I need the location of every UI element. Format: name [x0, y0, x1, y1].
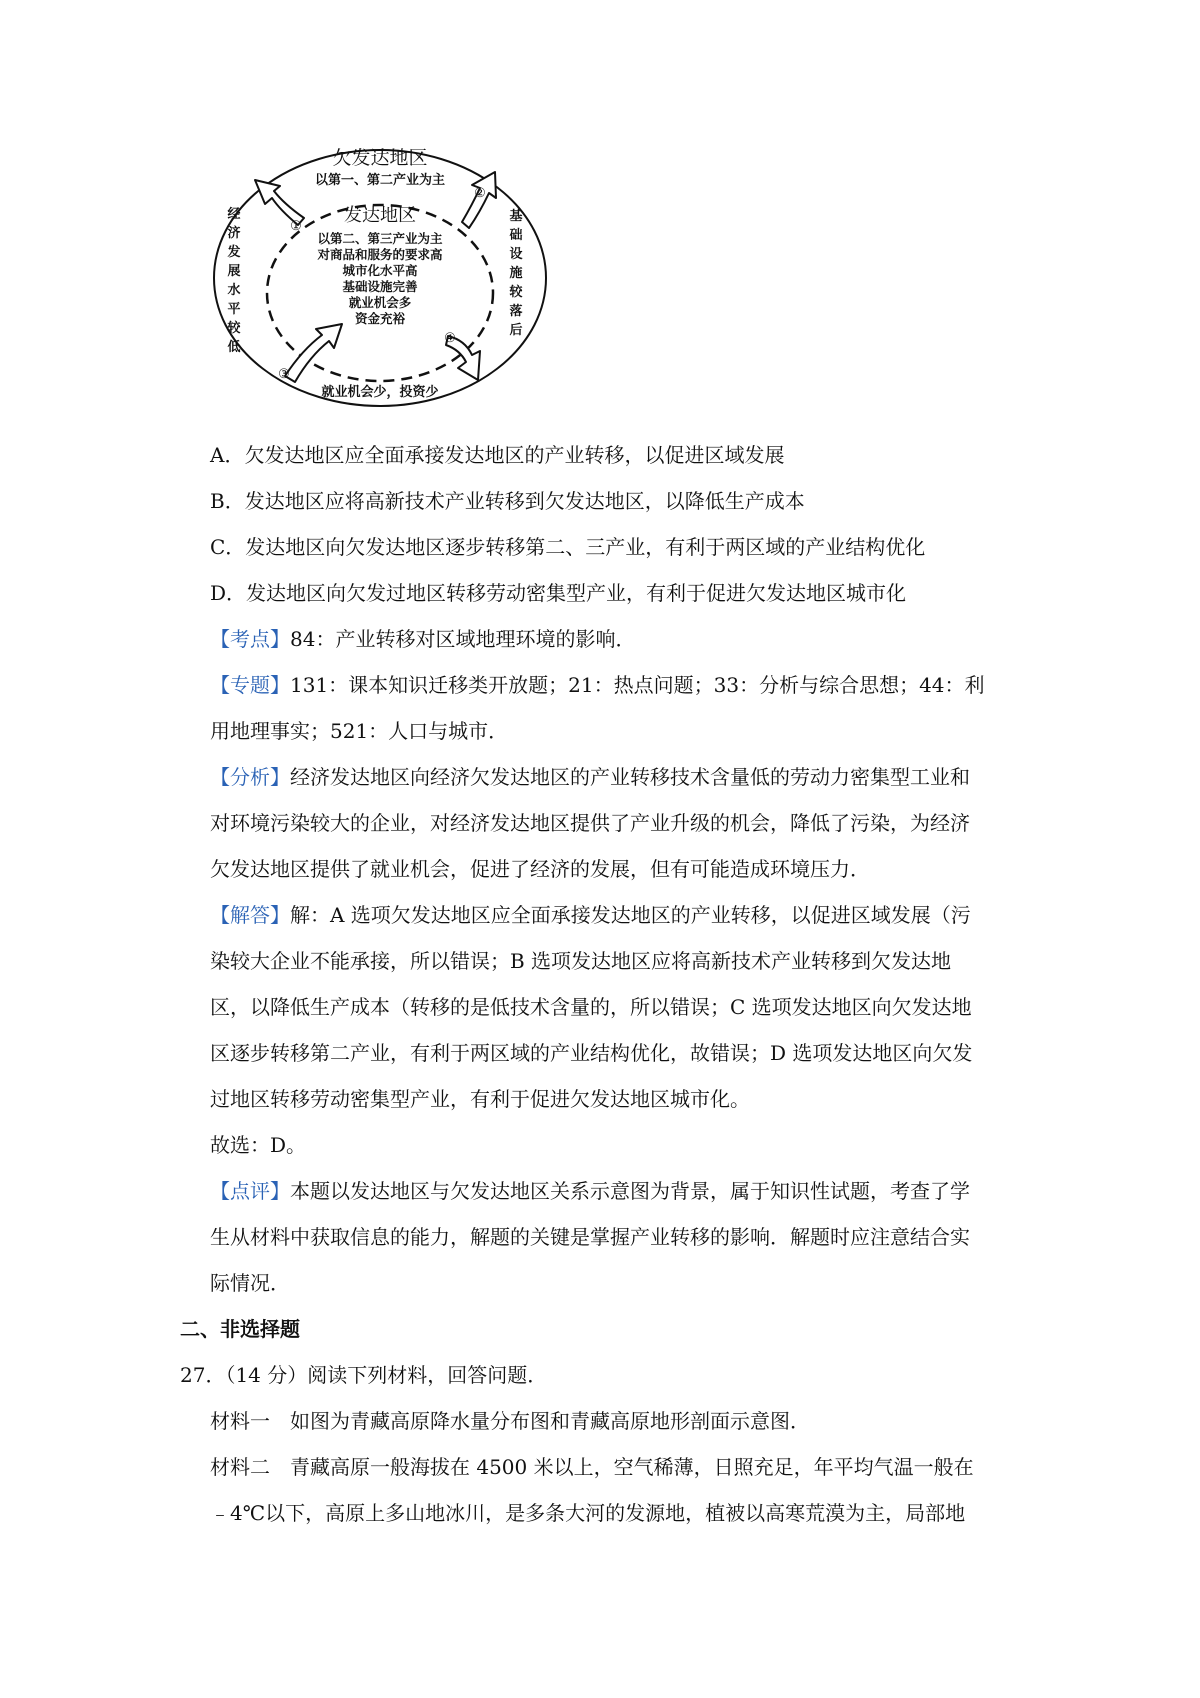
- jieda-line-2: 染较大企业不能承接，所以错误；B 选项发达地区应将高新技术产业转移到欠发达地: [210, 949, 952, 973]
- jieda-line-3: 区，以降低生产成本（转移的是低技术含量的，所以错误；C 选项发达地区向欠发达地: [210, 995, 972, 1019]
- dianping-text: 本题以发达地区与欠发达地区关系示意图为背景，属于知识性试题，考查了学: [290, 1179, 970, 1203]
- fenxi-line-2: 对环境污染较大的企业，对经济发达地区提供了产业升级的机会，降低了污染，为经济: [210, 811, 970, 835]
- option-c: C．发达地区向欠发达地区逐步转移第二、三产业，有利于两区域的产业结构优化: [210, 535, 926, 559]
- right-char: 基: [509, 209, 523, 224]
- right-char: 础: [509, 228, 523, 243]
- jieda-line-4: 区逐步转移第二产业，有利于两区域的产业结构优化，故错误；D 选项发达地区向欠发: [210, 1041, 973, 1065]
- jieda-line-5: 过地区转移劳动密集型产业，有利于促进欠发达地区城市化。: [210, 1087, 750, 1111]
- fenxi-line-3: 欠发达地区提供了就业机会，促进了经济的发展，但有可能造成环境压力．: [210, 857, 870, 881]
- question-content: [180, 432, 1040, 1536]
- kaodian-text: 84：产业转移对区域地理环境的影响．: [290, 627, 636, 651]
- right-char: 施: [509, 266, 523, 281]
- left-char: 平: [227, 302, 241, 317]
- left-vertical-text: [226, 206, 241, 355]
- left-char: 水: [227, 283, 241, 298]
- right-char: 设: [509, 247, 523, 262]
- zhuanti-tag: 【专题】: [210, 673, 290, 697]
- inner-line: 资金充裕: [354, 311, 406, 326]
- answer-line: 故选：D。: [210, 1133, 307, 1157]
- left-char: 展: [227, 264, 241, 279]
- inner-title: 发达地区: [344, 205, 416, 226]
- zhuanti-line: [180, 662, 1040, 708]
- dianping-tag: 【点评】: [210, 1179, 290, 1203]
- inner-line: 就业机会多: [348, 295, 412, 310]
- right-char: 较: [509, 285, 523, 300]
- material-2-line-2: ﹣4℃以下，高原上多山地冰川，是多条大河的发源地，植被以高寒荒漠为主，局部地: [210, 1501, 966, 1525]
- jieda-tag: 【解答】: [210, 903, 290, 927]
- inner-line: 以第二、第三产业为主: [317, 231, 443, 246]
- option-a: A．欠发达地区应全面承接发达地区的产业转移，以促进区域发展: [210, 443, 785, 467]
- fenxi-tag: 【分析】: [210, 765, 290, 789]
- dianping-line: [180, 1168, 1040, 1214]
- left-char: 较: [227, 321, 241, 336]
- option-b: B．发达地区应将高新技术产业转移到欠发达地区，以降低生产成本: [210, 489, 805, 513]
- kaodian-tag: 【考点】: [210, 627, 290, 651]
- option-d: D．发达地区向欠发过地区转移劳动密集型产业，有利于促进欠发达地区城市化: [210, 581, 907, 605]
- marker-2: ②: [474, 186, 486, 201]
- zhuanti-text: 131：课本知识迁移类开放题；21：热点问题；33：分析与综合思想；44：利: [290, 673, 985, 697]
- material-1: 材料一 如图为青藏高原降水量分布图和青藏高原地形剖面示意图．: [210, 1409, 810, 1433]
- jieda-text: 解：A 选项欠发达地区应全面承接发达地区的产业转移，以促进区域发展（污: [290, 903, 971, 927]
- material-2-line-1: 材料二 青藏高原一般海拔在 4500 米以上，空气稀薄，日照充足，年平均气温一般在: [210, 1455, 974, 1479]
- section-heading: 二、非选择题: [180, 1317, 300, 1341]
- inner-line: 基础设施完善: [342, 279, 418, 294]
- marker-4: ④: [444, 331, 456, 346]
- zhuanti-line-2: 用地理事实；521：人口与城市．: [210, 719, 509, 743]
- region-relation-diagram: [210, 140, 550, 425]
- left-char: 经: [227, 207, 241, 222]
- left-char: 低: [227, 340, 241, 355]
- dianping-line-2: 生从材料中获取信息的能力，解题的关键是掌握产业转移的影响．解题时应注意结合实: [210, 1225, 970, 1249]
- jieda-line: [180, 892, 1040, 938]
- dianping-line-3: 际情况．: [210, 1271, 290, 1295]
- marker-3: ③: [278, 367, 290, 382]
- right-vertical-text: [508, 208, 523, 338]
- right-char: 落: [509, 304, 523, 319]
- outer-title: 欠发达地区: [332, 147, 428, 169]
- fenxi-text: 经济发达地区向经济欠发达地区的产业转移技术含量低的劳动力密集型工业和: [290, 765, 970, 789]
- fenxi-line: [180, 754, 1040, 800]
- marker-1: ①: [290, 219, 302, 234]
- right-char: 后: [509, 323, 523, 338]
- inner-line: 对商品和服务的要求高: [317, 247, 443, 262]
- question-27-head: 27．（14 分）阅读下列材料，回答问题．: [180, 1363, 548, 1387]
- kaodian-line: [180, 616, 1040, 662]
- left-char: 济: [227, 226, 241, 241]
- bottom-text: 就业机会少，投资少: [321, 385, 439, 400]
- outer-subtitle: 以第一、第二产业为主: [314, 173, 446, 188]
- diagram-svg: [210, 140, 550, 425]
- left-char: 发: [227, 245, 241, 260]
- inner-line: 城市化水平高: [342, 263, 418, 278]
